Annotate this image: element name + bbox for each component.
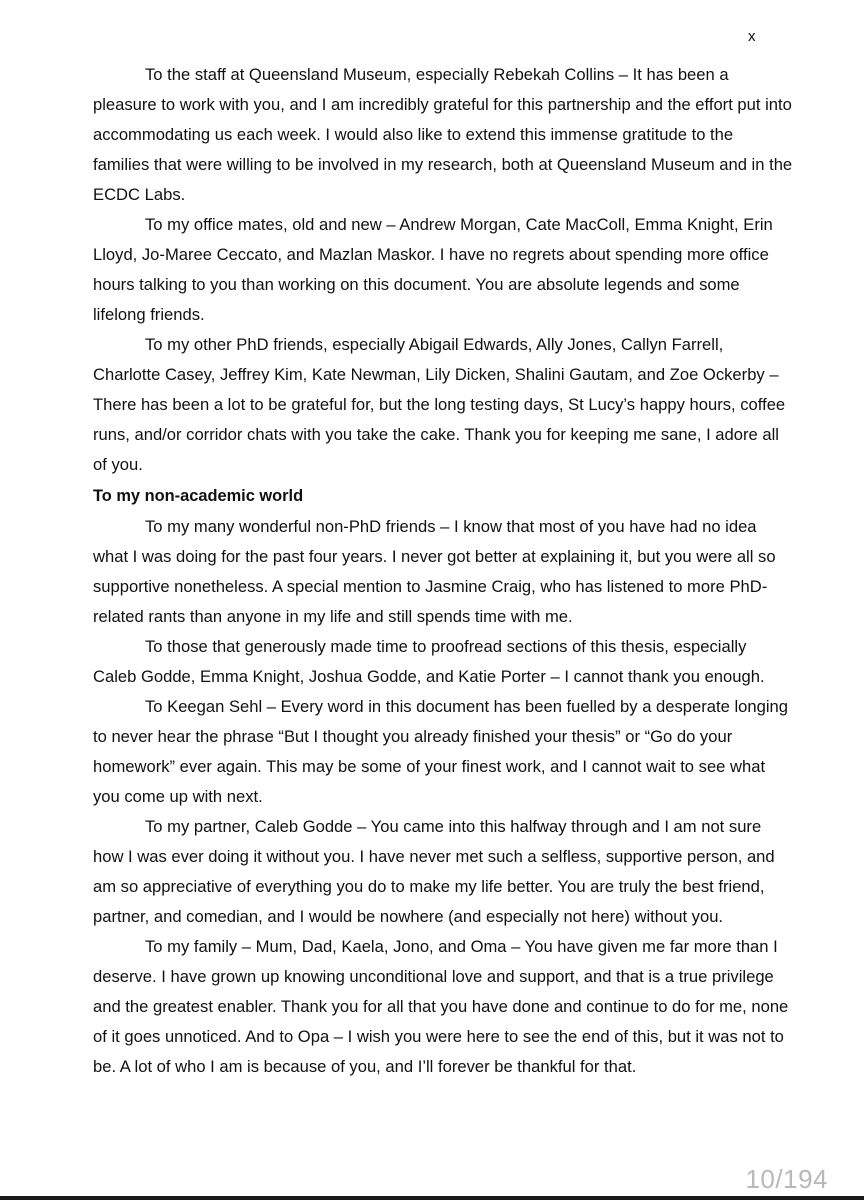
paragraph-queensland-museum: To the staff at Queensland Museum, especially Rebekah Collins – It has been a pleasure to work with you, and I am incredibly grateful for this partnership and the effort put into accommodating us each week. I would also like to extend this immense gratitude to the families that were willing to be involved in my research, both at Queensland Museum and in the ECDC Labs. — [93, 65, 793, 204]
paragraph-keegan: To Keegan Sehl – Every word in this document has been fuelled by a desperate longing to never hear the phrase “But I thought you already finished your thesis” or “Go do your homework” ever again. This may be some of your finest work, and I cannot wait to see what you come up with next. — [93, 697, 788, 806]
page-indicator: 10/194 — [745, 1164, 828, 1194]
acknowledgements-body — [93, 60, 793, 1082]
paragraph-partner: To my partner, Caleb Godde – You came into this halfway through and I am not sure how I was ever doing it without you. I have never met such a selfless, supportive person, and am so appreciative of everything you do to make my life better. You are truly the best friend, partner, and comedian, and I would be nowhere (and especially not here) without you. — [93, 817, 775, 926]
paragraph-office-mates: To my office mates, old and new – Andrew Morgan, Cate MacColl, Emma Knight, Erin Lloyd, Jo-Maree Ceccato, and Mazlan Maskor. I have no regrets about spending more office hours talking to you than working on this document. You are absolute legends and some lifelong friends. — [93, 215, 773, 324]
paragraph-proofreaders: To those that generously made time to proofread sections of this thesis, especially Caleb Godde, Emma Knight, Joshua Godde, and Katie Porter – I cannot thank you enough. — [93, 637, 765, 686]
page-roman-numeral: x — [748, 28, 756, 45]
section-heading-non-academic: To my non-academic world — [93, 487, 304, 505]
paragraph-non-phd-friends: To my many wonderful non-PhD friends – I know that most of you have had no idea what I was doing for the past four years. I never got better at explaining it, but you were all so supportive nonetheless. A special mention to Jasmine Craig, who has listened to more PhD-related rants than anyone in my life and still spends time with me. — [93, 517, 776, 626]
paragraph-phd-friends: To my other PhD friends, especially Abigail Edwards, Ally Jones, Callyn Farrell, Charlotte Casey, Jeffrey Kim, Kate Newman, Lily Dicken, Shalini Gautam, and Zoe Ockerby – There has been a lot to be grateful for, but the long testing days, St Lucy’s happy hours, coffee runs, and/or corridor chats with you take the cake. Thank you for keeping me sane, I adore all of you. — [93, 335, 786, 474]
paragraph-family: To my family – Mum, Dad, Kaela, Jono, and Oma – You have given me far more than I deserve. I have grown up knowing unconditional love and support, and that is a true privilege and the greatest enabler. Thank you for all that you have done and continue to do for me, none of it goes unnoticed. And to Opa – I wish you were here to see the end of this, but it was not to be. A lot of who I am is because of you, and I’ll forever be thankful for that. — [93, 937, 789, 1076]
viewer-bottom-bar — [0, 1196, 864, 1200]
